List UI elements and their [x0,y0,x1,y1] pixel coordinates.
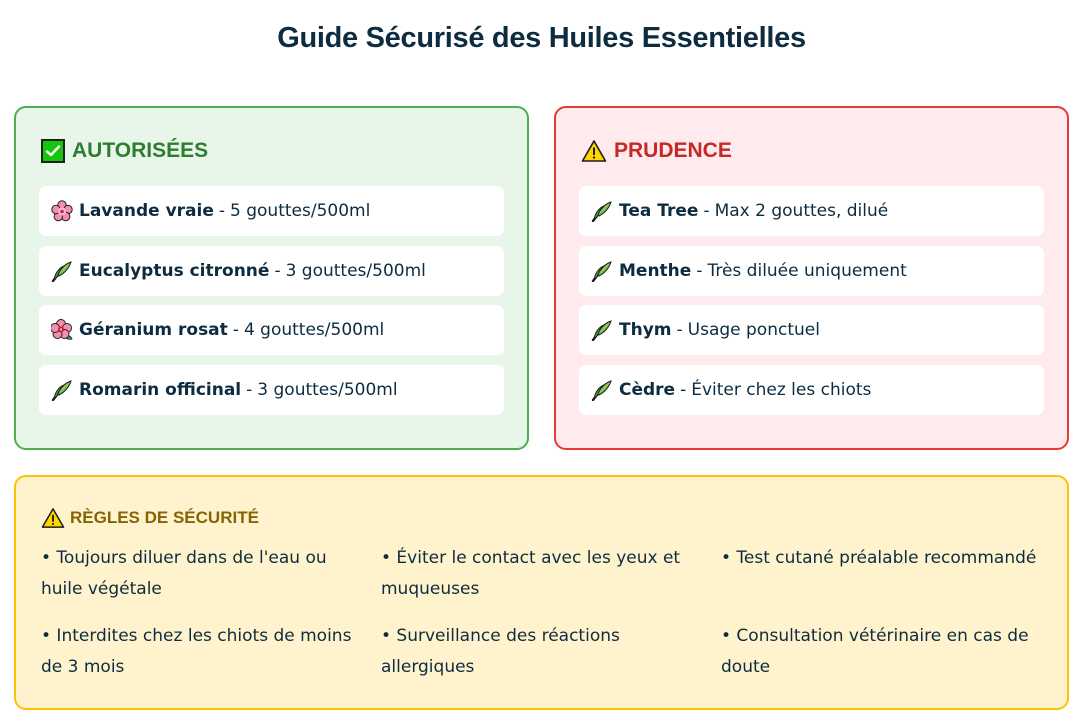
rule-item: • Consultation vétérinaire en cas de doute [721,626,1029,677]
caution-heading-text: PRUDENCE [614,139,732,162]
caution-oils-card [554,106,1069,450]
check-mark-button-icon [41,139,65,163]
safety-rules-card [14,475,1069,710]
allowed-item [39,246,504,296]
oil-name: Géranium rosat [79,320,228,340]
herb-icon [50,259,74,283]
oil-dosage: 3 gouttes/500ml [285,260,426,281]
allowed-item [39,186,504,236]
oil-name: Romarin officinal [79,379,242,400]
oil-dosage: 5 gouttes/500ml [230,201,371,221]
herb-icon [590,199,614,223]
allowed-heading-text: AUTORISÉES [72,139,209,162]
caution-item [579,305,1044,355]
oil-name: Lavande vraie [79,201,214,221]
separator: - [676,320,683,340]
allowed-item [39,305,504,355]
oil-caution: Éviter chez les chiots [691,379,872,400]
caution-heading [581,136,732,166]
separator: - [218,201,226,221]
rule-item: • Éviter le contact avec les yeux et muqueuses [381,548,681,599]
separator: - [680,379,687,400]
rule-item: • Surveillance des réactions allergiques [381,626,620,677]
herb-icon [590,318,614,342]
caution-item [579,186,1044,236]
oil-name: Eucalyptus citronné [79,260,270,281]
herb-icon [590,259,614,283]
rules-heading [41,503,259,533]
rules-list [41,543,1061,683]
oil-name: Thym [619,320,672,340]
oil-caution: Usage ponctuel [687,320,820,340]
warning-icon [41,507,65,529]
rule-item: • Toujours diluer dans de l'eau ou huile végétale [41,548,327,599]
rules-heading-text: RÈGLES DE SÉCURITÉ [70,508,259,527]
page-title: Guide Sécurisé des Huiles Essentielles [277,22,806,54]
oil-name: Tea Tree [619,201,699,221]
allowed-item [39,365,504,415]
caution-list [579,186,1044,424]
allowed-heading [41,136,208,166]
caution-item [579,246,1044,296]
rule-item: • Interdites chez les chiots de moins de 3 mois [41,626,352,677]
oil-caution: Max 2 gouttes, dilué [714,201,889,221]
herb-icon [50,378,74,402]
allowed-oils-card [14,106,529,450]
oil-name: Cèdre [619,379,676,400]
rule-item: • Test cutané préalable recommandé [721,548,1037,568]
oil-caution: Très diluée uniquement [707,260,907,281]
hibiscus-icon [50,318,74,342]
separator: - [274,260,281,281]
caution-item [579,365,1044,415]
warning-icon [581,139,607,163]
herb-icon [590,378,614,402]
oil-dosage: 3 gouttes/500ml [257,379,398,400]
cherry-blossom-icon [50,199,74,223]
separator: - [232,320,239,340]
separator: - [246,379,253,400]
oil-dosage: 4 gouttes/500ml [243,320,385,340]
oil-name: Menthe [619,260,692,281]
allowed-list [39,186,504,424]
separator: - [696,260,703,281]
separator: - [703,201,710,221]
